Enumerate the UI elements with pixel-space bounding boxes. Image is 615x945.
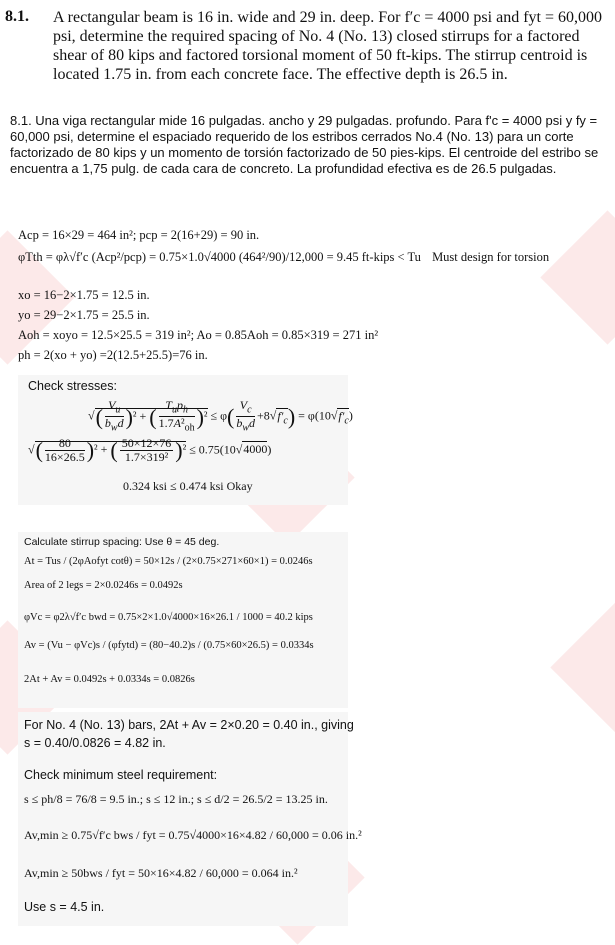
stress-inequality-numeric: √( $\frac{80}{16\times 26.5}$ )² + ( $\frac{50\times 12\times 76}{\text{1.7×319²}}$ )² ≤ 0.75(10√4000) (28, 436, 272, 464)
xo-equation: xo = 16−2×1.75 = 12.5 in. (18, 288, 150, 302)
problem-statement (0, 8, 615, 103)
torsion-design-note: Must design for torsion (432, 250, 550, 264)
threshold-torsion-formula: φTth = φλ√f′c (Acp²/pcp) = 0.75×1.0√4000 (464²/90)/12,000 = 9.45 ft-kips < Tu (18, 250, 421, 264)
at-av-sum: 2At + Av = 0.0492s + 0.0334s = 0.0826s (24, 674, 195, 685)
acp-equation: Acp = 16×29 = 464 in²; pcp = 2(16+29) = 90 in. (18, 228, 260, 242)
stress-inequality-general: √( $\frac{V_u}{b_wd}$ )² + ( $\frac{T_up_h}{1.7A^2_{oh}}$ )² ≤ φ( $\frac{V_c}{b_wd}$ $+8√f'_c) = \varphi(10√f'_c)$ (88, 398, 353, 434)
stress-check-result: 0.324 ksi ≤ 0.474 ksi Okay (123, 479, 253, 493)
two-legs-area: Area of 2 legs = 2×0.0246s = 0.0492s (24, 580, 183, 591)
watermark-shape (540, 210, 615, 344)
check-stresses-panel (18, 375, 353, 505)
av-equation: Av = (Vu − φVc)s / (φfytd) = (80−40.2)s / (0.75×60×26.5) = 0.0334s (24, 640, 314, 651)
problem-text-spanish: 8.1. Una viga rectangular mide 16 pulgadas. ancho y 29 pulgadas. profundo. Para f'c = 4000 psi y fy = 60,000 psi, determine el espaciado requerido de los estribos cerrados No.4 (No. 13) para un corte factorizado de 80 kips y un momento de torsión factorizado de 50 pies-kips. El centroide del estribo se encuentra a 1,75 pulg. de cada cara de concreto. La profundidad efectiva es de 26.5 pulgadas. (10, 113, 599, 176)
aoh-equation: Aoh = xoyo = 12.5×25.5 = 319 in²; Ao = 0.85Aoh = 0.85×319 = 271 in² (18, 328, 379, 342)
av-min-equation-2: Av,min ≥ 50bws / fyt = 50×16×4.82 / 60,000 = 0.064 in.² (24, 866, 298, 880)
use-spacing-conclusion: Use s = 4.5 in. (24, 900, 105, 914)
stirrup-spacing-panel (18, 532, 348, 708)
check-stresses-heading: Check stresses: (28, 379, 117, 393)
min-steel-heading: Check minimum steel requirement: (24, 768, 218, 782)
av-min-equation-1: Av,min ≥ 0.75√f′c bws / fyt = 0.75√4000×16×4.82 / 60,000 = 0.06 in.² (24, 828, 362, 842)
problem-number: 8.1. (5, 8, 29, 25)
problem-text-english: A rectangular beam is 16 in. wide and 29 in. deep. For f′c = 4000 psi and fyt = 60,000 psi, determine the required spacing of No. 4 (No. 13) closed stirrups for a factored shear of 80 kips and factored torsional moment of 50 ft-kips. The stirrup centroid is located 1.75 in. from each concrete face. The effective depth is 26.5 in. (53, 9, 602, 83)
max-spacing-limits: s ≤ ph/8 = 76/8 = 9.5 in.; s ≤ 12 in.; s ≤ d/2 = 26.5/2 = 13.25 in. (24, 792, 328, 806)
final-spacing-panel (18, 712, 362, 926)
stirrup-spacing-heading: Calculate stirrup spacing: Use θ = 45 deg. (24, 536, 220, 548)
spacing-result: s = 0.40/0.0826 = 4.82 in. (24, 736, 166, 750)
ph-equation: ph = 2(xo + yo) =2(12.5+25.5)=76 in. (18, 348, 208, 362)
at-equation: At = Tus / (2φAofyt cotθ) = 50×12s / (2×0.75×271×60×1) = 0.0246s (24, 556, 313, 567)
bar-area-statement: For No. 4 (No. 13) bars, 2At + Av = 2×0.20 = 0.40 in., giving (24, 718, 354, 732)
threshold-torsion-equation (18, 250, 549, 265)
vc-equation: φVc = φ2λ√f′c bwd = 0.75×2×1.0√4000×16×26.1 / 1000 = 40.2 kips (24, 612, 313, 623)
watermark-shape (550, 600, 615, 734)
yo-equation: yo = 29−2×1.75 = 25.5 in. (18, 308, 150, 322)
